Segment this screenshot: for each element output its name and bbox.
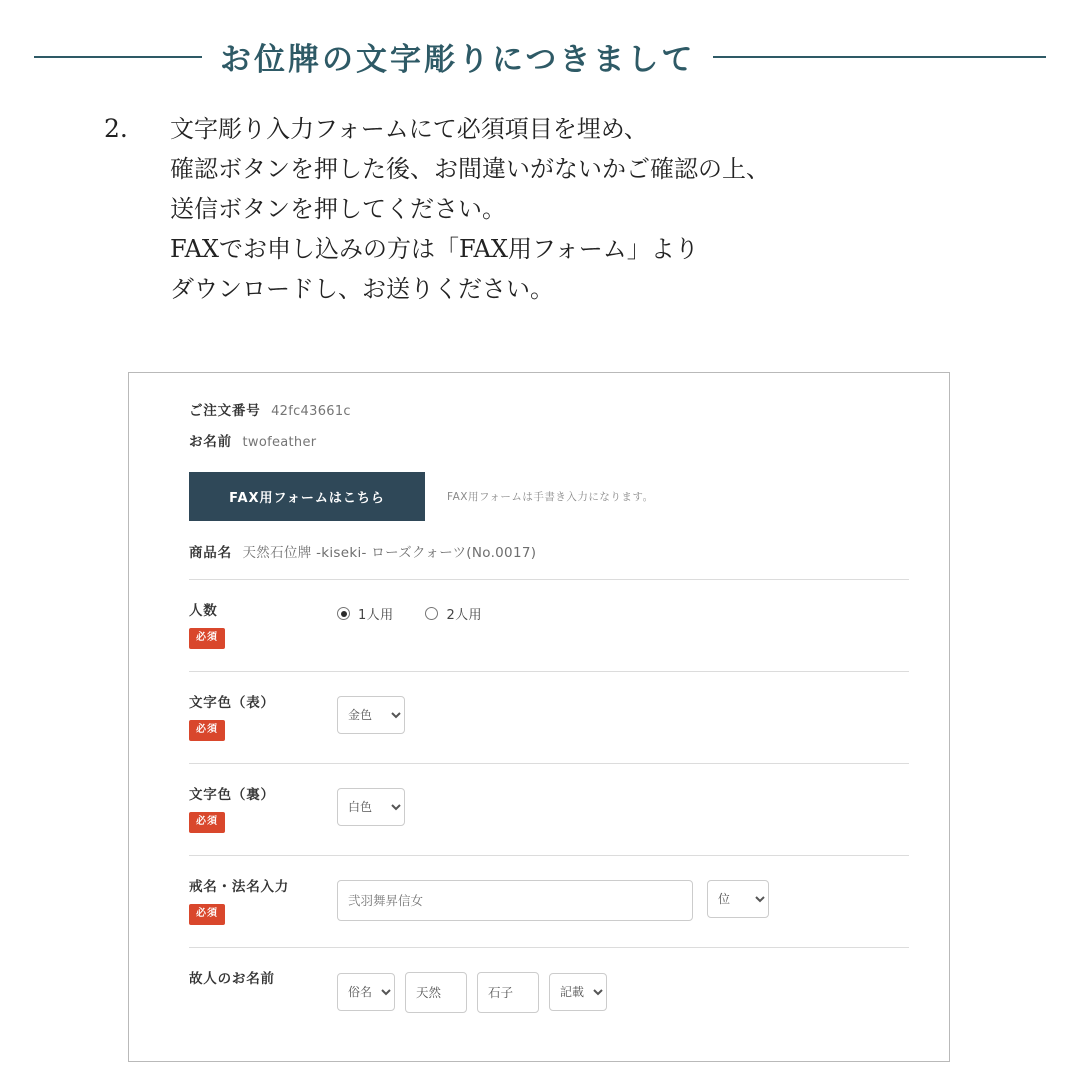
field-kaimyo <box>189 856 909 948</box>
field-kaimyo-label: 戒名・法名入力 <box>189 878 290 895</box>
instruction-line: FAXでお申し込みの方は「FAX用フォーム」より <box>170 235 699 263</box>
field-people <box>189 580 909 672</box>
field-kaimyo-label-wrap <box>189 878 337 925</box>
field-people-body <box>337 602 909 649</box>
field-color-back-label-wrap <box>189 786 337 833</box>
deceased-type-select[interactable] <box>337 973 395 1011</box>
field-color-back <box>189 764 909 856</box>
fax-form-row <box>189 472 909 521</box>
required-badge: 必須 <box>189 720 225 741</box>
color-front-select[interactable] <box>337 696 405 734</box>
deceased-note-select[interactable] <box>549 973 607 1011</box>
instruction-block <box>0 109 1080 309</box>
heading-rule-right <box>713 56 1046 58</box>
radio-people-2-label: 2人用 <box>446 608 482 623</box>
field-people-label-wrap <box>189 602 337 649</box>
field-color-front-body <box>337 694 909 741</box>
field-color-back-body <box>337 786 909 833</box>
kaimyo-suffix-select[interactable] <box>707 880 769 918</box>
deceased-lastname-input[interactable] <box>405 972 467 1013</box>
customer-name-label: お名前 <box>189 434 232 450</box>
page-heading <box>0 0 1080 79</box>
radio-unselected-icon[interactable] <box>425 607 438 620</box>
radio-people-1-label: 1人用 <box>358 608 394 623</box>
instruction-line: 確認ボタンを押した後、お間違いがないかご確認の上、 <box>170 155 770 183</box>
form-screenshot <box>128 372 950 1062</box>
kaimyo-input[interactable] <box>337 880 693 921</box>
order-number-value: 42fc43661c <box>271 404 351 419</box>
order-number-row <box>189 399 909 419</box>
deceased-firstname-input[interactable] <box>477 972 539 1013</box>
field-deceased-name-label: 故人のお名前 <box>189 970 275 987</box>
radio-selected-icon[interactable] <box>337 607 350 620</box>
radio-people-2[interactable] <box>425 604 481 623</box>
required-badge: 必須 <box>189 904 225 925</box>
required-badge: 必須 <box>189 628 225 649</box>
product-value: 天然石位牌 -kiseki- ローズクォーツ(No.0017) <box>242 545 537 561</box>
customer-name-value: twofeather <box>242 435 317 450</box>
instruction-line: 文字彫り入力フォームにて必須項目を埋め、 <box>170 115 648 143</box>
field-color-back-label: 文字色（裏） <box>189 786 275 803</box>
page-title: お位牌の文字彫りにつきまして <box>220 42 696 78</box>
field-deceased-name <box>189 948 909 1035</box>
color-back-select[interactable] <box>337 788 405 826</box>
customer-name-row <box>189 430 909 450</box>
heading-rule-left <box>34 56 202 58</box>
field-color-front <box>189 672 909 764</box>
field-people-label: 人数 <box>189 603 218 619</box>
step-number: 2. <box>104 114 128 143</box>
fax-form-button[interactable]: FAX用フォームはこちら <box>189 472 425 521</box>
fax-form-note: FAX用フォームは手書き入力になります。 <box>447 491 654 503</box>
radio-people-1[interactable] <box>337 604 393 623</box>
field-color-front-label: 文字色（表） <box>189 694 275 711</box>
product-row <box>189 541 909 580</box>
order-number-label: ご注文番号 <box>189 403 261 419</box>
step-text <box>170 109 770 309</box>
field-kaimyo-body <box>337 878 909 925</box>
instruction-line: ダウンロードし、お送りください。 <box>170 275 554 303</box>
product-label: 商品名 <box>189 545 232 561</box>
field-color-front-label-wrap <box>189 694 337 741</box>
field-deceased-name-body <box>337 970 909 1013</box>
required-badge: 必須 <box>189 812 225 833</box>
field-deceased-name-label-wrap <box>189 970 337 1013</box>
instruction-line: 送信ボタンを押してください。 <box>170 195 506 223</box>
